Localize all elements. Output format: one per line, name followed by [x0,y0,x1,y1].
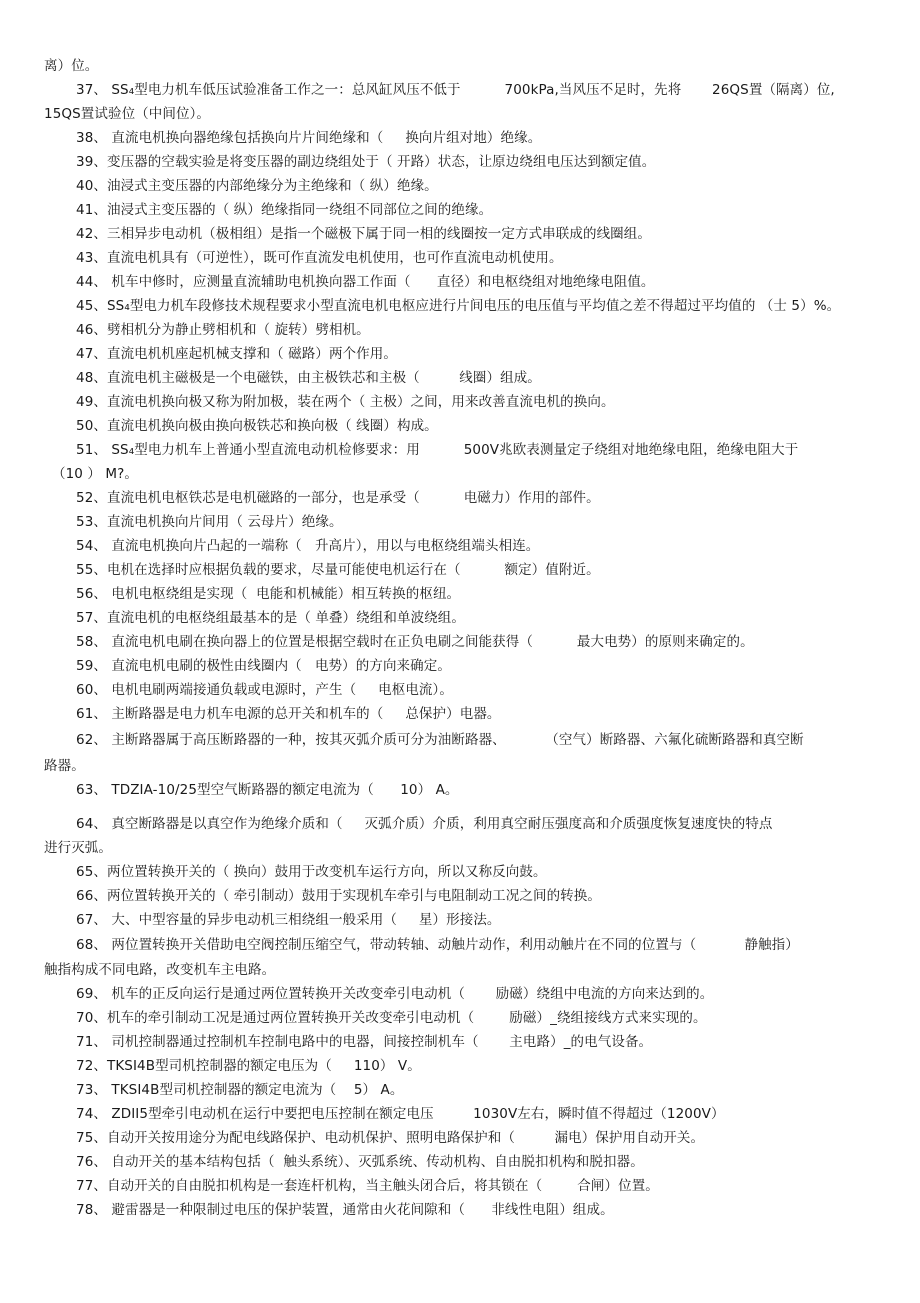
question-72: 72、TKSI4B型司机控制器的额定电压为（ 110） V。 [76,1058,421,1074]
text-line: 触指构成不同电路，改变机车主电路。 [44,962,276,978]
question-53: 53、直流电机换向片间用（ 云母片）绝缘。 [76,514,343,530]
question-58: 58、 直流电机电刷在换向器上的位置是根据空载时在正负电刷之间能获得（ 最大电势）的原则来确定的。 [76,634,754,650]
question-65: 65、两位置转换开关的（ 换向）鼓用于改变机车运行方向，所以又称反向鼓。 [76,864,547,880]
question-75: 75、自动开关按用途分为配电线路保护、电动机保护、照明电路保护和（ 漏电）保护用自动开关。 [76,1130,705,1146]
question-59: 59、 直流电机电刷的极性由线圈内（ 电势）的方向来确定。 [76,658,451,674]
question-57: 57、直流电机的电枢绕组最基本的是（ 单叠）绕组和单波绕组。 [76,610,465,626]
text-line: 离）位。 [44,58,99,74]
question-63: 63、 TDZIA-10/25型空气断路器的额定电流为（ 10） A。 [76,782,459,798]
question-60: 60、 电机电刷两端接通负载或电源时，产生（ 电枢电流）。 [76,682,453,698]
text-line: 进行灭弧。 [44,840,112,856]
question-42: 42、三相异步电动机（极相组）是指一个磁极下属于同一相的线圈按一定方式串联成的线圈组。 [76,226,651,242]
question-74: 74、 ZDII5型牵引电动机在运行中要把电压控制在额定电压 1030V左右，瞬时值不得超过（1200V） [76,1106,725,1122]
question-64: 64、 真空断路器是以真空作为绝缘介质和（ 灭弧介质）介质，利用真空耐压强度高和介质强度恢复速度快的特点 [76,816,773,832]
question-69: 69、 机车的正反向运行是通过两位置转换开关改变牵引电动机（ 励磁）绕组中电流的方向来达到的。 [76,986,714,1002]
question-78: 78、 避雷器是一种限制过电压的保护装置，通常由火花间隙和（ 非线性电阻）组成。 [76,1202,614,1218]
question-52: 52、直流电机电枢铁芯是电机磁路的一部分，也是承受（ 电磁力）作用的部件。 [76,490,600,506]
question-62: 62、 主断路器属于高压断路器的一种，按其灭弧介质可分为油断路器、 （空气）断路器、六氟化硫断路器和真空断 [76,732,804,748]
text-line: 15QS置试验位（中间位）。 [44,106,211,122]
question-41: 41、油浸式主变压器的（ 纵）绝缘指同一绕组不同部位之间的绝缘。 [76,202,493,218]
question-46: 46、劈相机分为静止劈相机和（ 旋转）劈相机。 [76,322,370,338]
question-44: 44、 机车中修时，应测量直流辅助电机换向器工作面（ 直径）和电枢绕组对地绝缘电阻值。 [76,274,655,290]
question-70: 70、机车的牵引制动工况是通过两位置转换开关改变牵引电动机（ 励磁）_绕组接线方式来实现的。 [76,1010,707,1026]
text-line: 路器。 [44,758,85,774]
question-55: 55、电机在选择时应根据负载的要求，尽量可能使电机运行在（ 额定）值附近。 [76,562,600,578]
question-51: 51、 SS₄型电力机车上普通小型直流电动机检修要求：用 500V兆欧表测量定子绕组对地绝缘电阻，绝缘电阻大于 [76,442,799,458]
question-37: 37、 SS₄型电力机车低压试验准备工作之一：总风缸风压不低于 700kPa,当风压不足时，先将 26QS置（隔离）位, [76,82,835,98]
question-54: 54、 直流电机换向片凸起的一端称（ 升高片），用以与电枢绕组端头相连。 [76,538,540,554]
question-61: 61、 主断路器是电力机车电源的总开关和机车的（ 总保护）电器。 [76,706,501,722]
question-68: 68、 两位置转换开关借助电空阀控制压缩空气，带动转轴、动触片动作，利用动触片在不同的位置与（ 静触指） [76,937,799,953]
question-39: 39、变压器的空载实验是将变压器的副边绕组处于（ 开路）状态，让原边绕组电压达到额定值。 [76,154,656,170]
question-71: 71、 司机控制器通过控制机车控制电路中的电器，间接控制机车（ 主电路）_的电气设备。 [76,1034,653,1050]
question-45: 45、SS₄型电力机车段修技术规程要求小型直流电机电枢应进行片间电压的电压值与平均值之差不得超过平均值的 （士 5）%。 [76,298,841,314]
question-73: 73、 TKSI4B型司机控制器的额定电流为（ 5） A。 [76,1082,404,1098]
question-66: 66、两位置转换开关的（ 牵引制动）鼓用于实现机车牵引与电阻制动工况之间的转换。 [76,888,601,904]
question-49: 49、直流电机换向极又称为附加极，装在两个（ 主极）之间，用来改善直流电机的换向。 [76,394,615,410]
text-line: （10 ） M?。 [52,466,138,482]
question-56: 56、 电机电枢绕组是实现（ 电能和机械能）相互转换的枢纽。 [76,586,461,602]
question-67: 67、 大、中型容量的异步电动机三相绕组一般采用（ 星）形接法。 [76,912,501,928]
question-47: 47、直流电机机座起机械支撑和（ 磁路）两个作用。 [76,346,397,362]
question-40: 40、油浸式主变压器的内部绝缘分为主绝缘和（ 纵）绝缘。 [76,178,438,194]
question-50: 50、直流电机换向极由换向极铁芯和换向极（ 线圈）构成。 [76,418,438,434]
question-77: 77、自动开关的自由脱扣机构是一套连杆机构，当主触头闭合后，将其锁在（ 合闸）位置。 [76,1178,659,1194]
question-43: 43、直流电机具有（可逆性），既可作直流发电机使用，也可作直流电动机使用。 [76,250,563,266]
question-76: 76、 自动开关的基本结构包括（ 触头系统）、灭弧系统、传动机构、自由脱扣机构和脱扣器。 [76,1154,644,1170]
question-38: 38、 直流电机换向器绝缘包括换向片片间绝缘和（ 换向片组对地）绝缘。 [76,130,542,146]
question-48: 48、直流电机主磁极是一个电磁铁，由主极铁芯和主极（ 线圈）组成。 [76,370,541,386]
